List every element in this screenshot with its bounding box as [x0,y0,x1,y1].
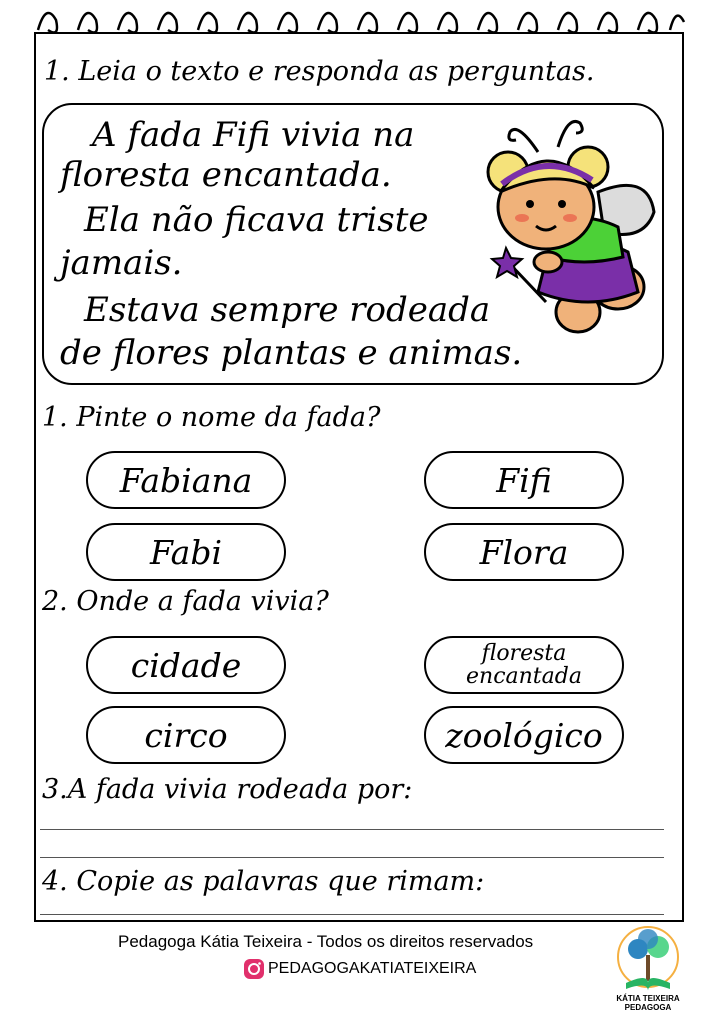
footer-credit: Pedagoga Kátia Teixeira - Todos os direitos reservados [118,932,534,951]
answer-line-1[interactable] [40,829,664,830]
logo-line-2: PEDAGOGA [624,1002,672,1012]
story-line-2: floresta encantada. [60,155,392,195]
logo-line-1: KÁTIA TEIXEIRA [616,994,680,1003]
logo-text [606,995,690,1013]
story-line-3: Ela não ficava triste [84,200,429,240]
option-fabiana[interactable]: Fabiana [86,451,286,509]
option-flora[interactable]: Flora [424,523,624,581]
question-2-prompt: 2. Onde a fada vivia? [42,586,329,617]
option-zoologico[interactable]: zoológico [424,706,624,764]
story-line-5: Estava sempre rodeada [84,290,491,330]
question-3-prompt: 3.A fada vivia rodeada por: [42,774,413,805]
option-fifi[interactable]: Fifi [424,451,624,509]
instagram-handle[interactable]: PEDAGOGAKATIATEIXEIRA [268,960,477,977]
option-cidade[interactable]: cidade [86,636,286,694]
question-4-prompt: 4. Copie as palavras que rimam: [42,866,485,897]
story-line-4: jamais. [60,243,183,283]
option-circo[interactable]: circo [86,706,286,764]
question-1-prompt: 1. Pinte o nome da fada? [42,402,381,433]
instagram-icon[interactable] [243,958,265,980]
answer-line-3[interactable] [40,914,664,915]
instruction-heading: 1. Leia o texto e responda as perguntas. [44,56,595,87]
option-floresta-encantada[interactable]: floresta encantada [424,636,624,694]
tree-book-logo [606,925,690,1020]
answer-line-2[interactable] [40,857,664,858]
option-fabi[interactable]: Fabi [86,523,286,581]
fairy-illustration [478,112,668,342]
story-line-1: A fada Fifi vivia na [92,115,415,155]
story-line-6: de flores plantas e animas. [60,333,523,373]
